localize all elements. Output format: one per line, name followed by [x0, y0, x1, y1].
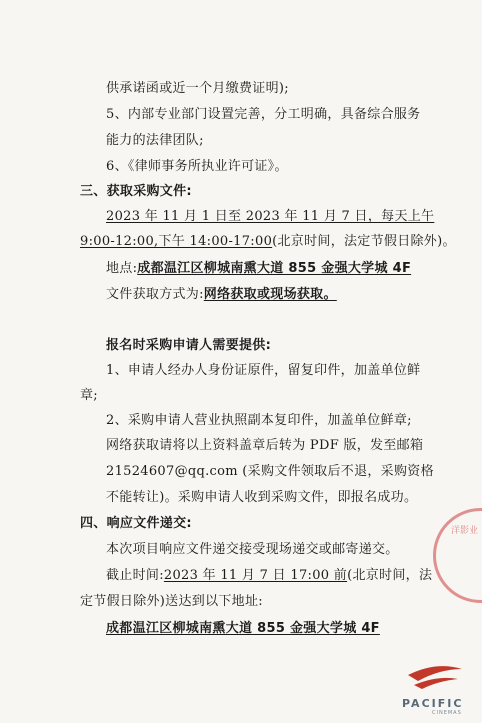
deadline-label: 截止时间: — [106, 568, 164, 583]
text-line: 供承诺函或近一个月缴费证明); — [106, 81, 289, 96]
location-address: 成都温江区柳城南熏大道 855 金强大学城 4F — [137, 261, 412, 276]
text-line: 1、申请人经办人身份证原件，留复印件，加盖单位鲜 — [106, 363, 421, 378]
text-line: 本次项目响应文件递交接受现场递交或邮寄递交。 — [106, 542, 399, 557]
time-note: (北京时间，法定节假日除外)。 — [272, 234, 456, 249]
deadline-note: (北京时间，法 — [347, 568, 433, 583]
date-range-line: 2023 年 11 月 1 日至 2023 年 11 月 7 日，每天上午 — [106, 209, 435, 224]
section-heading: 四、响应文件递交: — [80, 516, 192, 531]
location-label: 地点: — [106, 261, 138, 276]
logo-brand: PACIFIC — [402, 697, 464, 710]
delivery-address: 成都温江区柳城南熏大道 855 金强大学城 4F — [106, 621, 380, 636]
location-line — [106, 260, 411, 278]
text-line: 章; — [80, 388, 98, 403]
text-line: 不能转让)。采购申请人收到采购文件，即报名成功。 — [106, 490, 418, 505]
time-line — [80, 233, 456, 251]
deadline-line — [106, 567, 432, 585]
subheading: 报名时采购申请人需要提供: — [106, 338, 272, 353]
method-value: 网络获取或现场获取。 — [203, 287, 337, 302]
text-line: 定节假日除外)送达到以下地址: — [80, 594, 263, 609]
text-line: 网络获取请将以上资料盖章后转为 PDF 版，发至邮箱 — [106, 438, 424, 453]
time-range: 9:00-12:00,下午 14:00-17:00 — [80, 234, 273, 249]
method-line — [106, 286, 337, 304]
deadline-value: 2023 年 11 月 7 日 17:00 前 — [163, 568, 348, 583]
section-heading: 三、获取采购文件: — [80, 184, 192, 199]
red-seal-stamp — [433, 508, 482, 603]
seal-text: 洋影业 — [451, 526, 479, 536]
method-label: 文件获取方式为: — [106, 287, 204, 302]
logo-sub: CINEMAS — [432, 710, 462, 716]
text-line: 2、采购申请人营业执照副本复印件，加盖单位鲜章; — [106, 413, 412, 428]
text-line: 6、《律师事务所执业许可证》。 — [106, 159, 288, 174]
text-line: 能力的法律团队; — [106, 133, 204, 148]
text-line: 5、内部专业部门设置完善，分工明确，具备综合服务 — [106, 107, 421, 122]
email-line: 21524607@qq.com (采购文件领取后不退，采购资格 — [106, 464, 434, 479]
